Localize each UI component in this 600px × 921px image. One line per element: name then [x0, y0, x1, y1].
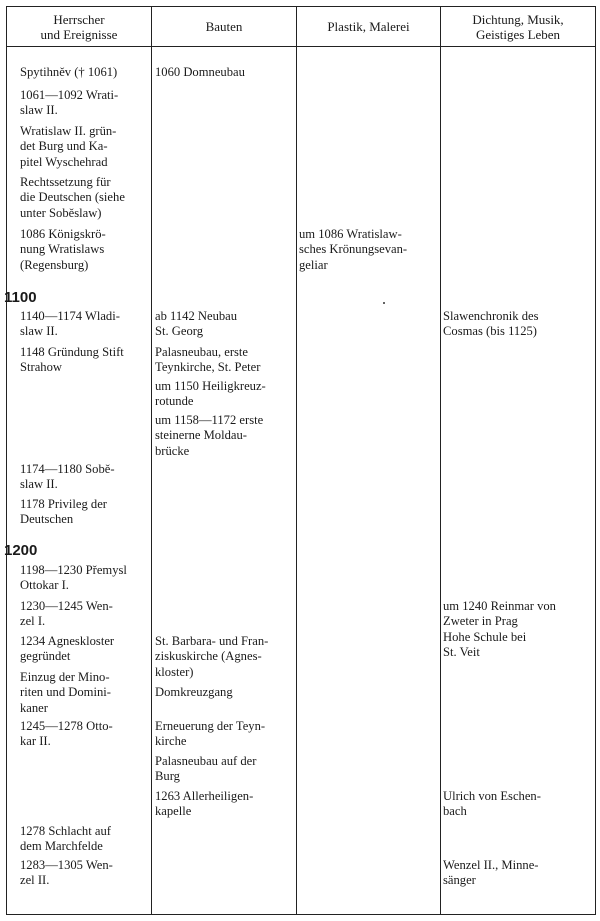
ruler-entry: 1148 Gründung Stift Strahow: [20, 345, 124, 375]
header-rulers-events: Herrscher und Ereignisse: [40, 12, 118, 42]
building-entry: ab 1142 Neubau St. Georg: [155, 309, 238, 339]
table-right-border: [595, 6, 596, 915]
literature-entry: Ulrich von Eschen- bach: [443, 789, 541, 819]
table-top-border: [6, 6, 596, 7]
ruler-entry: Spytihněv († 1061): [20, 65, 118, 79]
column-divider-1: [151, 6, 152, 915]
table-left-border: [6, 6, 7, 915]
ruler-entry: Wratislaw II. grün- det Burg und Ka- pitel Wyschehrad: [20, 124, 117, 169]
table-bottom-border: [6, 914, 596, 915]
ruler-entry: 1278 Schlacht auf dem Marchfelde: [20, 824, 111, 854]
ruler-entry: 1245—1278 Otto- kar II.: [20, 719, 113, 749]
building-entry: St. Barbara- und Fran- ziskuskirche (Agnes- kloster): [155, 634, 269, 679]
building-entry: 1060 Domneubau: [155, 65, 245, 79]
building-entry: Palasneubau auf der Burg: [155, 754, 257, 784]
ruler-entry: Rechtssetzung für die Deutschen (siehe unter Soběslaw): [20, 175, 125, 220]
header-buildings: Bauten: [205, 19, 243, 34]
year-marker-1200: 1200: [4, 542, 38, 559]
header-sculpture-painting: Plastik, Malerei: [327, 19, 410, 34]
building-entry: um 1158—1172 erste steinerne Moldau- brücke: [155, 413, 264, 458]
ruler-entry: 1198—1230 Přemysl Ottokar I.: [20, 563, 127, 593]
column-divider-2: [296, 6, 297, 915]
building-entry: 1263 Allerheiligen- kapelle: [155, 789, 254, 819]
ruler-entry: 1061—1092 Wrati- slaw II.: [20, 88, 119, 118]
ruler-entry: 1086 Königskrö- nung Wratislaws (Regensburg): [20, 227, 106, 272]
header-poetry-music-intellectual-life: Dichtung, Musik, Geistiges Leben: [472, 12, 564, 42]
column-divider-3: [440, 6, 441, 915]
building-entry: um 1150 Heiligkreuz- rotunde: [155, 379, 266, 409]
literature-entry: Slawenchronik des Cosmas (bis 1125): [443, 309, 539, 339]
building-entry: Erneuerung der Teyn- kirche: [155, 719, 266, 749]
ruler-entry: 1283—1305 Wen- zel II.: [20, 858, 113, 888]
literature-entry: um 1240 Reinmar von Zweter in Prag Hohe Schule bei St. Veit: [443, 599, 556, 660]
ruler-entry: 1178 Privileg der Deutschen: [20, 497, 107, 527]
ruler-entry: Einzug der Mino- riten und Domini- kaner: [20, 670, 111, 715]
year-marker-1100: 1100: [4, 289, 37, 306]
ruler-entry: 1234 Agneskloster gegründet: [20, 634, 115, 664]
ruler-entry: 1174—1180 Sobě- slaw II.: [20, 462, 115, 492]
literature-entry: Wenzel II., Minne- sänger: [443, 858, 539, 888]
header-bottom-border: [6, 46, 596, 47]
ruler-entry: 1140—1174 Wladi- slaw II.: [20, 309, 120, 339]
art-entry: um 1086 Wratislaw- sches Krönungsevan- geliar: [299, 227, 408, 272]
print-speck: [383, 302, 385, 304]
building-entry: Domkreuzgang: [155, 685, 233, 699]
building-entry: Palasneubau, erste Teynkirche, St. Peter: [155, 345, 261, 375]
ruler-entry: 1230—1245 Wen- zel I.: [20, 599, 113, 629]
